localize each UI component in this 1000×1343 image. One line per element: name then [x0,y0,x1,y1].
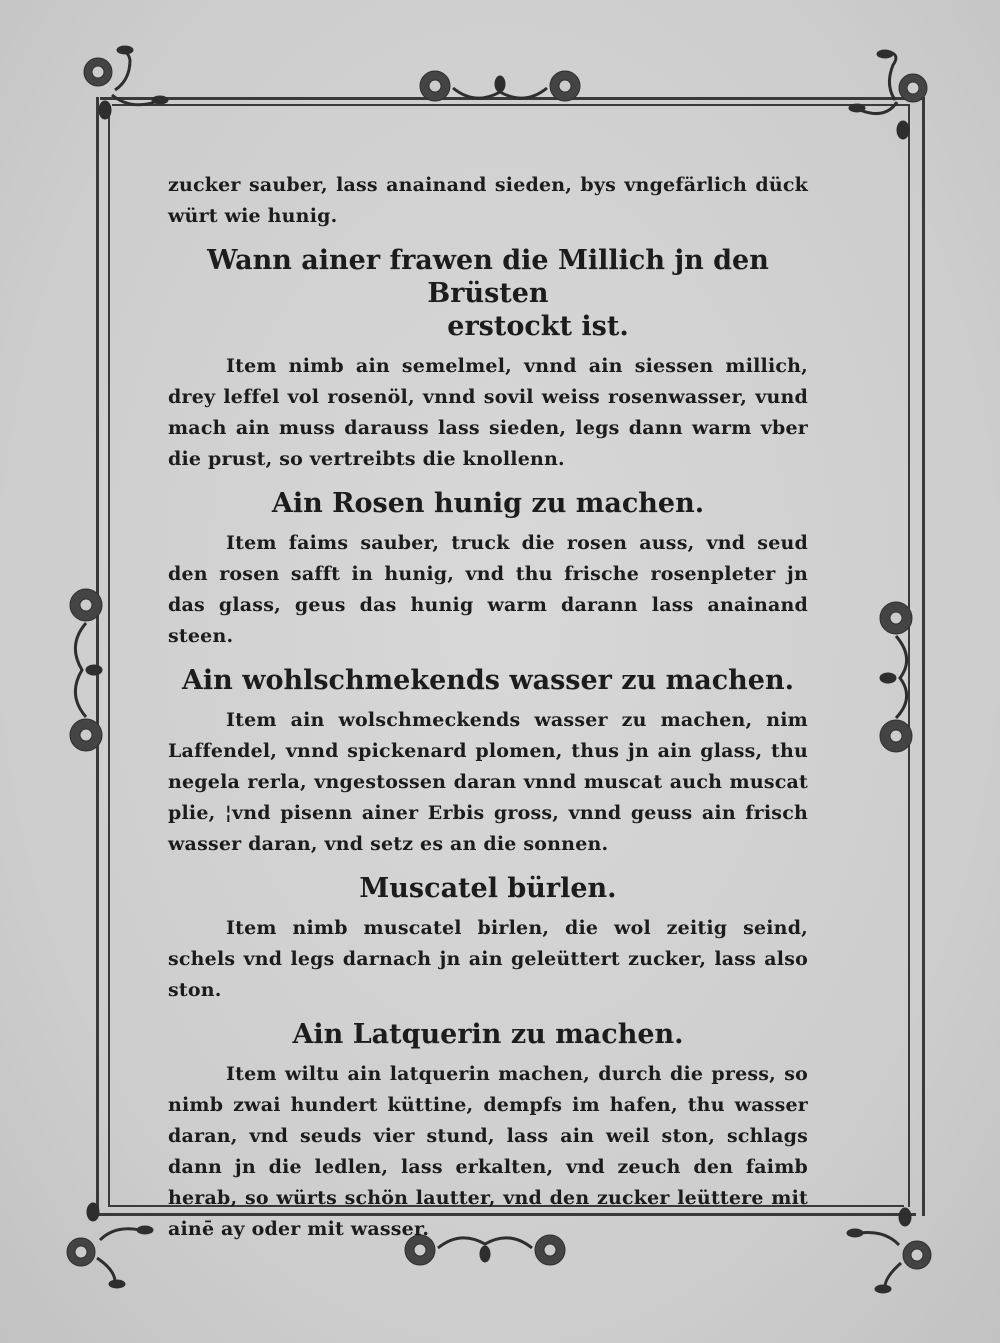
corner-flower-ornament-bottom-right [835,1205,945,1295]
corner-flower-ornament-top-right [845,40,945,140]
top-center-flower-ornament [415,64,585,110]
paragraph-wohlschmekends-wasser: Item ain wolschmeckends wasser zu machen, nim Laffendel, vnnd spickenard plomen, thus jn ain glass, thu negela rerla, vngestossen daran vnnd muscat auch muscat plie, ¦vnd pisenn ainer Erbis gross, vnnd geuss ain frisch wasser daran, vnd setz es an die sonnen. [168,709,808,855]
frame-right-outer-line [922,97,925,1216]
continued-paragraph: zucker sauber, lass anainand sieden, bys vngefärlich dück würt wie hunig. [168,174,808,227]
right-side-flower-ornament [872,598,920,758]
heading-millich-line2: erstockt ist. [447,311,629,342]
paragraph-muscatel-burlen: Item nimb muscatel birlen, die wol zeitig seind, schels vnd legs darnach jn ain geleüttert zucker, lass also ston. [168,917,808,1001]
corner-flower-ornament-bottom-left [55,1200,165,1290]
heading-millich-line1: Wann ainer frawen die Millich jn den Brüsten [207,245,769,309]
corner-flower-ornament-top-left [70,40,170,130]
paragraph-millich: Item nimb ain semelmel, vnnd ain siessen millich, drey leffel vol rosenöl, vnnd sovil weiss rosenwasser, vund mach ain muss darauss lass sieden, legs dann warm vber die prust, so vertreibts die knollenn. [168,355,808,470]
left-side-flower-ornament [62,585,110,755]
heading-muscatel-burlen: Muscatel bürlen. [359,873,617,904]
heading-rosen-hunig: Ain Rosen hunig zu machen. [271,488,705,519]
paragraph-latquerin: Item wiltu ain latquerin machen, durch die press, so nimb zwai hundert küttine, dempfs im hafen, thu wasser daran, vnd seuds vier stund, lass ain weil ston, schlags dann jn die ledlen, lass erkalten, vnd zeuch den faimb herab, so würts schön lautter, vnd den zucker leüttere mit ainē ay oder mit wasser. [168,1063,808,1240]
heading-millich [168,244,808,343]
heading-latquerin: Ain Latquerin zu machen. [292,1019,684,1050]
paragraph-rosen-hunig: Item faims sauber, truck die rosen auss, vnd seud den rosen safft in hunig, vnd thu frische rosenpleter jn das glass, geus das hunig warm darann lass anainand steen. [168,532,808,647]
recipe-text-block [168,170,808,1245]
heading-wohlschmekends-wasser: Ain wohlschmekends wasser zu machen. [181,665,795,696]
